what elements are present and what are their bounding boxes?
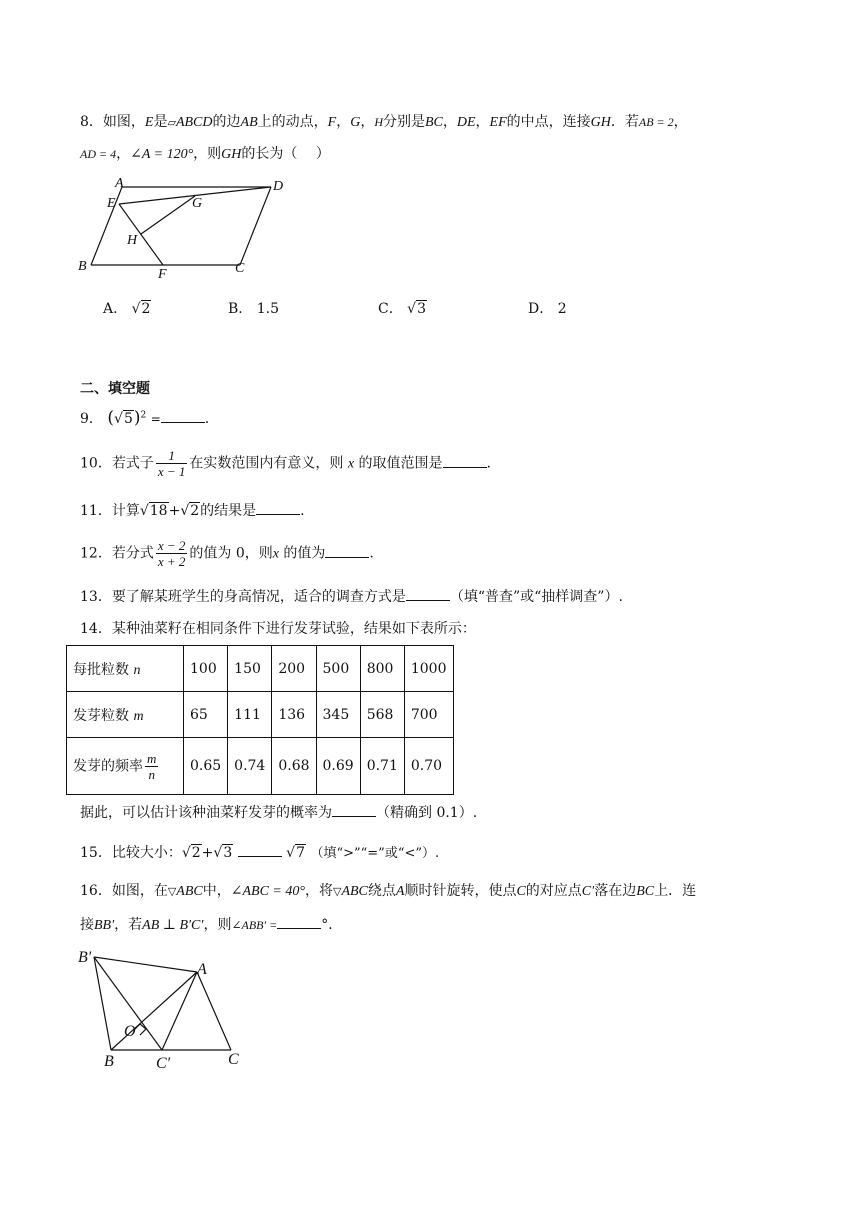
table-cell: 0.68 bbox=[272, 738, 316, 795]
q12-text: 的值为 bbox=[283, 545, 326, 562]
row-header bbox=[67, 738, 184, 795]
sqrt-expr: √18 bbox=[139, 503, 168, 519]
denominator: x + 2 bbox=[157, 554, 186, 569]
label-A: A bbox=[115, 176, 124, 191]
math-var: DE bbox=[456, 115, 476, 130]
table-cell: 0.65 bbox=[184, 738, 228, 795]
q16-text: ，则 bbox=[203, 917, 232, 933]
math-var: n bbox=[133, 662, 141, 678]
table-cell: 800 bbox=[360, 646, 404, 692]
q10-text: 在实数范围内有意义，则 bbox=[189, 455, 344, 472]
option-value: 1.5 bbox=[256, 301, 280, 317]
math-expr: AD = 4 bbox=[80, 147, 117, 161]
q14-text: 某种油菜籽在相同条件下进行发芽试验，结果如下表所示： bbox=[111, 621, 476, 637]
math-expr: ∠ABB′ = bbox=[231, 918, 278, 932]
label-C: C bbox=[228, 1051, 239, 1068]
table-cell: 200 bbox=[272, 646, 316, 692]
label-O: O bbox=[124, 1023, 136, 1040]
math-var: BB′ bbox=[94, 918, 115, 933]
q16-line1 bbox=[80, 880, 696, 900]
radicand: 2 bbox=[141, 301, 151, 317]
q8-text: 上的动点， bbox=[257, 114, 328, 130]
table-row bbox=[67, 692, 454, 738]
q8-text: 的长为（ ） bbox=[241, 146, 330, 162]
label-D: D bbox=[273, 179, 284, 194]
math-var: C bbox=[516, 884, 526, 899]
question-number: 8． bbox=[80, 114, 103, 130]
table-cell: 345 bbox=[316, 692, 360, 738]
q8-text: ， bbox=[116, 146, 131, 162]
answer-blank[interactable] bbox=[238, 842, 282, 857]
edge-BpA bbox=[94, 957, 197, 972]
period: . bbox=[486, 455, 491, 472]
q13-text: 要了解某班学生的身高情况，适合的调查方式是 bbox=[111, 589, 406, 605]
parallelogram-symbol: ▱ bbox=[167, 116, 176, 129]
math-expr: AB ⊥ B′C′ bbox=[142, 918, 204, 933]
table-cell: 1000 bbox=[404, 646, 453, 692]
label-C: C bbox=[235, 261, 245, 276]
math-var: A bbox=[395, 884, 405, 899]
q8-text: ， bbox=[475, 114, 490, 130]
period: . bbox=[369, 545, 374, 562]
plus: + bbox=[201, 845, 214, 861]
edge-ACp bbox=[162, 972, 197, 1050]
label-Cp: C′ bbox=[156, 1055, 171, 1072]
fraction bbox=[156, 538, 188, 569]
q13-text: （填“普查”或“抽样调查”）. bbox=[449, 589, 623, 605]
q16-text: 中， bbox=[202, 883, 231, 899]
math-var: x bbox=[347, 456, 355, 472]
q10-text: 的取值范围是 bbox=[358, 455, 443, 472]
edge-BpB bbox=[94, 957, 111, 1050]
sqrt-expr: √5 bbox=[114, 411, 133, 427]
paren-sqrt: ( bbox=[107, 408, 115, 428]
q16-text: 接 bbox=[80, 917, 94, 933]
math-var: EF bbox=[489, 115, 507, 130]
math-var: H bbox=[374, 115, 383, 129]
q16-text: ，若 bbox=[114, 917, 143, 933]
q8-figure bbox=[70, 170, 300, 285]
question-number: 15． bbox=[80, 845, 112, 861]
q16-text: 的对应点 bbox=[525, 883, 582, 899]
triangle-symbol: ▽ bbox=[332, 885, 342, 898]
denominator: n bbox=[148, 766, 155, 782]
q16-text: ，将 bbox=[304, 883, 333, 899]
sqrt-expr: √2 bbox=[181, 845, 201, 861]
math-var: ABC bbox=[176, 884, 203, 899]
radicand: 3 bbox=[417, 301, 427, 317]
label-F: F bbox=[158, 267, 167, 282]
option-d[interactable] bbox=[528, 298, 567, 318]
q16-text: 上．连 bbox=[654, 883, 697, 899]
q8-line1 bbox=[80, 112, 688, 133]
question-number: 14． bbox=[80, 621, 112, 637]
option-letter: C． bbox=[378, 301, 403, 317]
triangle-symbol: ▽ bbox=[167, 885, 177, 898]
q16-text: 落在边 bbox=[594, 883, 637, 899]
row-header bbox=[67, 646, 184, 692]
q14-followup bbox=[80, 802, 477, 822]
answer-blank[interactable] bbox=[325, 543, 369, 558]
q8-line2 bbox=[80, 144, 330, 165]
q12 bbox=[80, 538, 374, 569]
q14 bbox=[80, 618, 476, 638]
q8-text: ， bbox=[336, 114, 351, 130]
q9 bbox=[80, 408, 209, 428]
sqrt-expr: √7 bbox=[286, 845, 305, 861]
q8-text: ， bbox=[673, 114, 688, 130]
q12-text: 若分式 bbox=[111, 545, 154, 562]
question-number: 11． bbox=[80, 503, 112, 519]
q15-text: （填“>”“=”或“<”）. bbox=[310, 846, 440, 861]
segment-GH bbox=[141, 196, 195, 234]
q14-text: （精确到 0.1）. bbox=[376, 805, 478, 821]
question-number: 9． bbox=[80, 411, 103, 427]
table-cell: 0.70 bbox=[404, 738, 453, 795]
segment-EF bbox=[119, 204, 163, 265]
q8-text: ，则 bbox=[193, 146, 222, 162]
fraction bbox=[156, 448, 188, 479]
question-number: 13． bbox=[80, 589, 112, 605]
math-expr: ∠ABC = 40° bbox=[230, 884, 305, 899]
q8-text: 如图， bbox=[102, 114, 145, 130]
math-expr: AB = 2 bbox=[638, 115, 674, 129]
q11-text: 计算 bbox=[111, 503, 140, 519]
table-cell: 0.74 bbox=[228, 738, 272, 795]
question-number: 10． bbox=[80, 455, 112, 472]
math-var: ABC bbox=[341, 884, 368, 899]
label-E: E bbox=[107, 196, 116, 211]
plus: + bbox=[168, 503, 181, 519]
radicand: 3 bbox=[223, 845, 233, 861]
radicand: 2 bbox=[190, 503, 200, 519]
answer-blank[interactable] bbox=[332, 802, 376, 817]
table-row bbox=[67, 646, 454, 692]
period: . bbox=[300, 503, 305, 519]
q8-text: 的边 bbox=[212, 114, 241, 130]
radicand: 5 bbox=[123, 411, 133, 427]
math-var: AB bbox=[240, 115, 258, 130]
data-table bbox=[66, 645, 454, 795]
label-B: B bbox=[104, 1053, 114, 1070]
table-cell: 100 bbox=[184, 646, 228, 692]
q16-text: °． bbox=[321, 917, 343, 933]
exponent: 2 bbox=[140, 410, 147, 421]
option-b[interactable] bbox=[228, 298, 279, 318]
answer-blank[interactable] bbox=[277, 914, 321, 929]
q10-text: 若式子 bbox=[111, 455, 154, 472]
sqrt-expr: √3 bbox=[213, 845, 233, 861]
answer-blank[interactable] bbox=[406, 586, 450, 601]
answer-blank[interactable] bbox=[443, 453, 487, 468]
math-var: E bbox=[144, 115, 154, 130]
q12-text: 的值为 0，则 bbox=[189, 545, 273, 562]
numerator: x − 2 bbox=[157, 538, 186, 553]
q16-figure bbox=[70, 942, 260, 1072]
radicand: 7 bbox=[296, 845, 305, 861]
q8-text: ， bbox=[442, 114, 457, 130]
table-row bbox=[67, 738, 454, 795]
label-Bp: B′ bbox=[78, 949, 92, 966]
edge-AC bbox=[197, 972, 231, 1050]
q15-text: 比较大小： bbox=[111, 845, 182, 861]
option-letter: A． bbox=[103, 301, 128, 317]
sqrt-expr: √2 bbox=[131, 301, 151, 317]
math-var: BC bbox=[636, 884, 655, 899]
math-var: G bbox=[350, 115, 361, 130]
q8-text: 是 bbox=[153, 114, 168, 130]
label-H: H bbox=[127, 233, 138, 248]
q11-text: 的结果是 bbox=[200, 503, 257, 519]
q8-text: ．若 bbox=[610, 114, 639, 130]
radicand: 2 bbox=[191, 845, 201, 861]
radicand: 18 bbox=[149, 503, 168, 519]
question-number: 12． bbox=[80, 545, 112, 562]
question-number: 16． bbox=[80, 883, 112, 899]
table-cell: 0.71 bbox=[360, 738, 404, 795]
table-cell: 500 bbox=[316, 646, 360, 692]
section-title: 二、填空题 bbox=[80, 381, 150, 397]
q8-text: ， bbox=[360, 114, 375, 130]
table-cell: 0.69 bbox=[316, 738, 360, 795]
math-expr: ∠A = 120° bbox=[130, 147, 194, 162]
math-var: GH bbox=[590, 115, 611, 130]
fraction bbox=[145, 751, 158, 782]
sqrt-expr: √3 bbox=[407, 301, 427, 317]
option-value: 2 bbox=[557, 301, 567, 317]
q10 bbox=[80, 448, 491, 479]
table-cell: 65 bbox=[184, 692, 228, 738]
row-header bbox=[67, 692, 184, 738]
row-label: 每批粒数 bbox=[73, 661, 129, 678]
math-var: F bbox=[327, 115, 337, 130]
table-cell: 136 bbox=[272, 692, 316, 738]
option-a[interactable] bbox=[103, 298, 151, 318]
math-var: ABCD bbox=[175, 115, 213, 130]
math-var: C′ bbox=[581, 884, 595, 899]
label-A: A bbox=[197, 961, 207, 978]
numerator: 1 bbox=[156, 448, 188, 464]
row-label: 发芽的频率 bbox=[73, 758, 143, 774]
math-var: GH bbox=[221, 147, 242, 162]
numerator: m bbox=[147, 750, 157, 766]
option-c[interactable] bbox=[378, 298, 427, 318]
q16-line2 bbox=[80, 914, 342, 934]
equals: = bbox=[150, 412, 161, 426]
q8-text: 的中点，连接 bbox=[506, 114, 591, 130]
q16-text: 顺时针旋转，使点 bbox=[404, 883, 517, 899]
option-letter: D． bbox=[528, 301, 554, 317]
q16-text: 如图，在 bbox=[111, 883, 168, 899]
table-cell: 568 bbox=[360, 692, 404, 738]
math-var: BC bbox=[424, 115, 443, 130]
answer-blank[interactable] bbox=[161, 408, 205, 423]
math-var: m bbox=[133, 708, 144, 724]
period: . bbox=[204, 411, 210, 427]
table-cell: 700 bbox=[404, 692, 453, 738]
sqrt-expr: √2 bbox=[180, 503, 200, 519]
row-label: 发芽粒数 bbox=[73, 707, 129, 724]
q15 bbox=[80, 842, 439, 862]
q16-text: 绕点 bbox=[367, 883, 396, 899]
label-G: G bbox=[192, 196, 203, 211]
q8-text: 分别是 bbox=[382, 114, 425, 130]
paren-close: ) bbox=[133, 408, 141, 428]
q14-text: 据此，可以估计该种油菜籽发芽的概率为 bbox=[80, 805, 332, 821]
table-cell: 150 bbox=[228, 646, 272, 692]
answer-blank[interactable] bbox=[256, 500, 300, 515]
denominator: x − 1 bbox=[157, 464, 186, 479]
math-var: x bbox=[272, 546, 279, 562]
q11 bbox=[80, 500, 305, 520]
table-cell: 111 bbox=[228, 692, 272, 738]
label-B: B bbox=[78, 259, 87, 274]
edge-CD bbox=[240, 187, 271, 265]
option-letter: B． bbox=[228, 301, 253, 317]
q13 bbox=[80, 586, 623, 606]
